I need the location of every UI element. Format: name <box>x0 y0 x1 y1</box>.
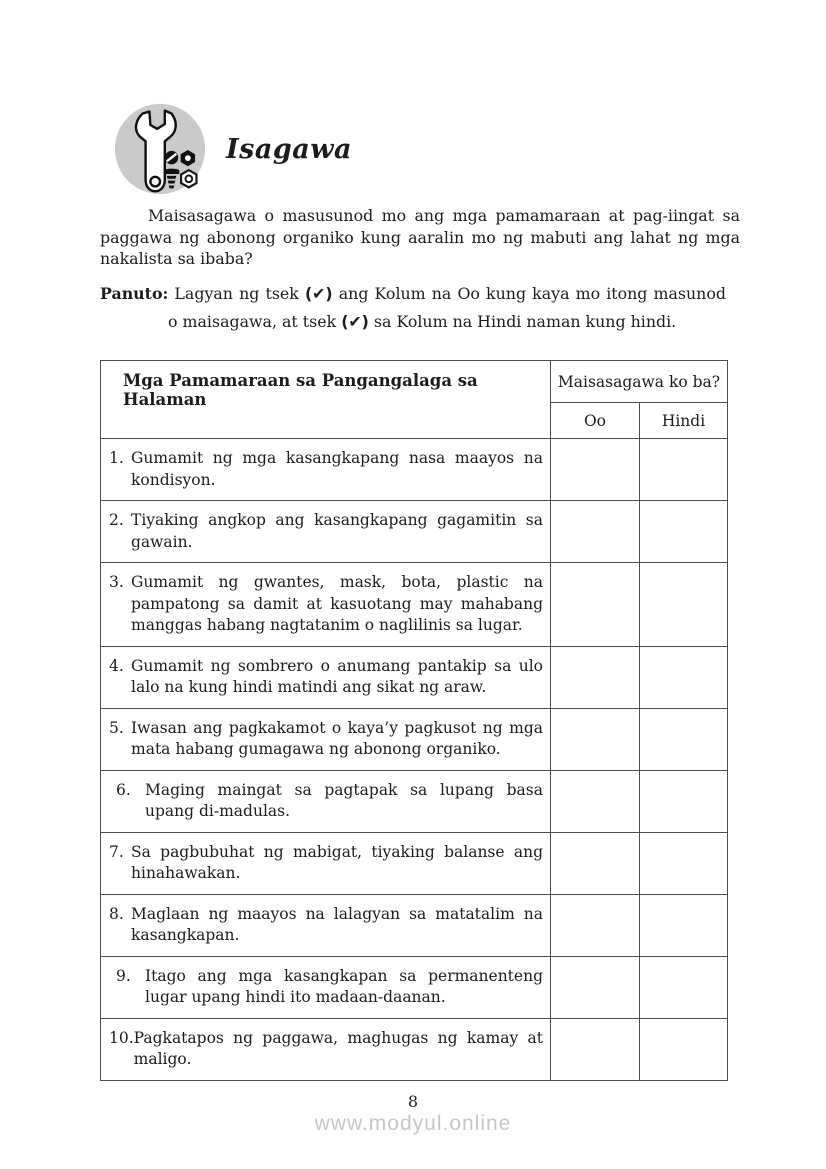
row-number: 3. <box>109 573 124 591</box>
page-number: 8 <box>407 1092 419 1111</box>
hindi-answer-cell <box>640 646 728 708</box>
watermark-text: www.modyul.online <box>314 1112 512 1135</box>
oo-answer-cell <box>551 708 640 770</box>
row-number: 5. <box>109 718 124 737</box>
hindi-answer-cell <box>640 956 728 1018</box>
row-text: Gumamit ng mga kasangkapang nasa maayos na kondisyon. <box>131 449 543 489</box>
checklist-table <box>100 360 728 1081</box>
column-header-question: Maisasagawa ko ba? <box>551 361 728 403</box>
section-header <box>112 101 352 197</box>
checkmark-glyph: (✔) <box>341 312 369 331</box>
hindi-answer-cell <box>640 563 728 647</box>
table-row <box>101 832 728 894</box>
oo-answer-cell <box>551 770 640 832</box>
row-text: Maglaan ng maayos na lalagyan sa matatalim na kasangkapan. <box>131 904 543 944</box>
hindi-answer-cell <box>640 894 728 956</box>
column-header-oo: Oo <box>551 403 640 439</box>
intro-paragraph: Maisasagawa o masusunod mo ang mga pamamaraan at pag-iingat sa paggawa ng abonong organiko kung aaralin mo ng mabuti ang lahat ng mga nakalista sa ibaba? <box>100 206 740 268</box>
oo-answer-cell <box>551 956 640 1018</box>
table-row <box>101 770 728 832</box>
checkmark-glyph: (✔) <box>304 284 333 303</box>
table-row <box>101 894 728 956</box>
wrench-and-bolts-icon <box>112 101 208 197</box>
instructions-text-2: ang Kolum na Oo kung kaya mo itong masunod o maisagawa, at tsek <box>168 284 726 331</box>
column-header-hindi: Hindi <box>640 403 728 439</box>
table-row <box>101 956 728 1018</box>
row-number: 8. <box>109 904 124 923</box>
row-text: Gumamit ng gwantes, mask, bota, plastic na pampatong sa damit at kasuotang may mahabang manggas habang nagtatanim o naglilinis sa lugar. <box>131 573 543 634</box>
oo-answer-cell <box>551 646 640 708</box>
oo-answer-cell <box>551 439 640 501</box>
row-text: Tiyaking angkop ang kasangkapang gagamitin sa gawain. <box>131 511 543 551</box>
oo-answer-cell <box>551 563 640 647</box>
instructions-text-3: sa Kolum na Hindi naman kung hindi. <box>368 312 677 331</box>
oo-answer-cell <box>551 1018 640 1080</box>
row-number: 6. <box>116 780 131 799</box>
row-text: Gumamit ng sombrero o anumang pantakip sa ulo lalo na kung hindi matindi ang sikat ng araw. <box>131 656 543 696</box>
row-number: 9. <box>116 966 131 985</box>
hindi-answer-cell <box>640 439 728 501</box>
oo-answer-cell <box>551 501 640 563</box>
oo-answer-cell <box>551 832 640 894</box>
row-text: Itago ang mga kasangkapan sa permanenteng lugar upang hindi ito madaan-daanan. <box>145 966 543 1006</box>
table-row <box>101 646 728 708</box>
hindi-answer-cell <box>640 1018 728 1080</box>
row-text: Pagkatapos ng paggawa, maghugas ng kamay at maligo. <box>133 1028 543 1068</box>
row-text: Maging maingat sa pagtapak sa lupang basa upang di-madulas. <box>145 780 543 820</box>
row-number: 7. <box>109 842 124 861</box>
table-row <box>101 439 728 501</box>
hindi-answer-cell <box>640 501 728 563</box>
row-number: 2. <box>109 511 124 529</box>
instructions-label: Panuto: <box>100 284 169 303</box>
hindi-answer-cell <box>640 832 728 894</box>
hindi-answer-cell <box>640 770 728 832</box>
row-number: 4. <box>109 656 124 675</box>
hindi-answer-cell <box>640 708 728 770</box>
column-header-procedures: Mga Pamamaraan sa Pangangalaga sa Halaman <box>101 361 551 439</box>
section-title: Isagawa <box>226 133 352 165</box>
instructions-text-1: Lagyan ng tsek <box>168 284 305 303</box>
table-row <box>101 1018 728 1080</box>
table-row <box>101 501 728 563</box>
row-number: 1. <box>109 449 124 467</box>
row-text: Iwasan ang pagkakamot o kaya’y pagkusot ng mga mata habang gumagawa ng abonong organiko. <box>131 718 543 758</box>
row-text: Sa pagbubuhat ng mabigat, tiyaking balanse ang hinahawakan. <box>131 842 543 882</box>
instructions-paragraph <box>100 280 726 336</box>
table-row <box>101 708 728 770</box>
row-number: 10. <box>109 1028 134 1047</box>
table-row <box>101 563 728 647</box>
oo-answer-cell <box>551 894 640 956</box>
